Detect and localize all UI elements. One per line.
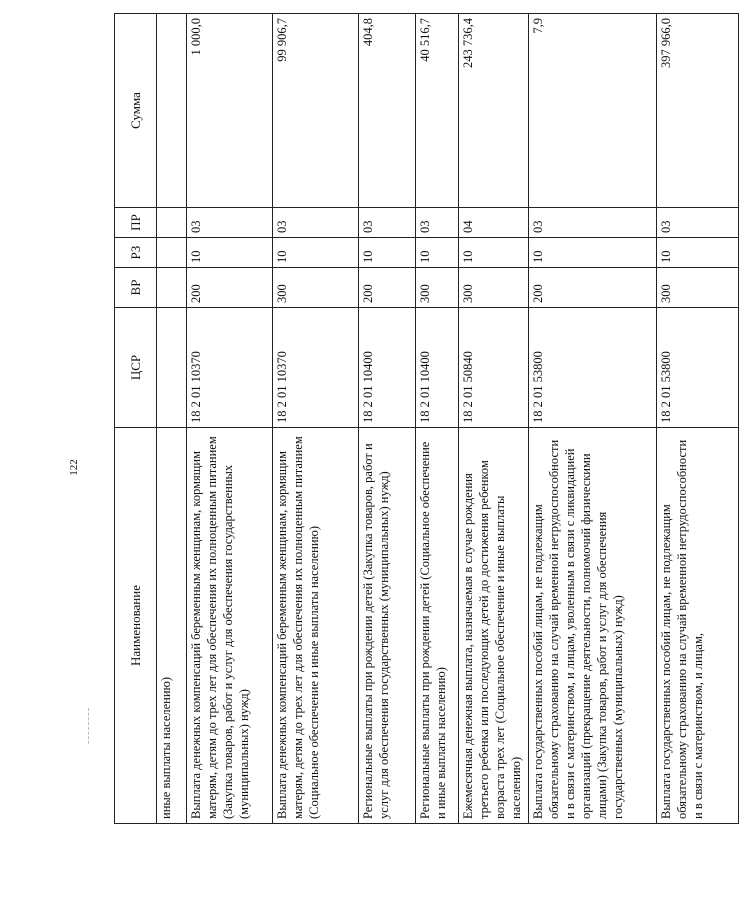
cell-name: Выплата государственных пособий лицам, не подлежащим обязательному страхованию на случай временной нетрудоспособности и в связи с материнством, и лицам, bbox=[657, 428, 739, 824]
cell-vr: 300 bbox=[273, 268, 359, 308]
cell-sum: 397 966,0 bbox=[657, 14, 739, 208]
cell-vr: 300 bbox=[657, 268, 739, 308]
table-row bbox=[459, 14, 529, 824]
cell-pr: 03 bbox=[416, 208, 459, 238]
cell-sum: 40 516,7 bbox=[416, 14, 459, 208]
table-row bbox=[187, 14, 273, 824]
cell-name: Выплата государственных пособий лицам, не подлежащим обязательному страхованию на случай временной нетрудоспособности и в связи с материнством, и лицам, уволенным в связи с ликвидацией организаций (прекращение деятельности, полномочий физическими лицами) (Закупка товаров, работ и услуг для обеспечения государственных (муниципальных) нужд) bbox=[529, 428, 657, 824]
table-row bbox=[273, 14, 359, 824]
cell-vr: 200 bbox=[529, 268, 657, 308]
header-sum: Сумма bbox=[115, 14, 157, 208]
cell-csr: 18 2 01 53800 bbox=[657, 308, 739, 428]
cell-vr: 200 bbox=[359, 268, 416, 308]
table-row bbox=[359, 14, 416, 824]
cell-rz: 10 bbox=[529, 238, 657, 268]
cell-sum: 99 906,7 bbox=[273, 14, 359, 208]
cell-name: Региональные выплаты при рождении детей (Социальное обеспечение и иные выплаты населению) bbox=[416, 428, 459, 824]
cell-sum bbox=[157, 14, 187, 208]
cell-sum: 1 000,0 bbox=[187, 14, 273, 208]
table-row bbox=[529, 14, 657, 824]
cell-rz: 10 bbox=[273, 238, 359, 268]
cell-name: иные выплаты населению) bbox=[157, 428, 187, 824]
cell-vr bbox=[157, 268, 187, 308]
table-row bbox=[416, 14, 459, 824]
cell-pr: 03 bbox=[273, 208, 359, 238]
cell-pr: 03 bbox=[657, 208, 739, 238]
cell-vr: 300 bbox=[459, 268, 529, 308]
table-row bbox=[157, 14, 187, 824]
header-name: Наименование bbox=[115, 428, 157, 824]
cell-pr: 03 bbox=[187, 208, 273, 238]
cell-csr: 18 2 01 10400 bbox=[416, 308, 459, 428]
budget-table-rotated bbox=[114, 14, 705, 824]
cell-vr: 300 bbox=[416, 268, 459, 308]
cell-csr: 18 2 01 10370 bbox=[187, 308, 273, 428]
cell-rz: 10 bbox=[187, 238, 273, 268]
header-csr: ЦСР bbox=[115, 308, 157, 428]
cell-rz bbox=[157, 238, 187, 268]
cell-csr: 18 2 01 10400 bbox=[359, 308, 416, 428]
cell-sum: 243 736,4 bbox=[459, 14, 529, 208]
cell-sum: 404,8 bbox=[359, 14, 416, 208]
header-pr: ПР bbox=[115, 208, 157, 238]
cell-rz: 10 bbox=[416, 238, 459, 268]
cell-csr: 18 2 01 53800 bbox=[529, 308, 657, 428]
cell-name: Ежемесячная денежная выплата, назначаемая в случае рождения третьего ребенка или последующих детей до достижения ребенком возраста трех лет (Социальное обеспечение и иные выплаты населению) bbox=[459, 428, 529, 824]
cell-sum: 7,9 bbox=[529, 14, 657, 208]
cell-name: Выплата денежных компенсаций беременным женщинам, кормящим матерям, детям до трех лет для обеспечения их полноценным питанием (Социальное обеспечение и иные выплаты населению) bbox=[273, 428, 359, 824]
cell-rz: 10 bbox=[657, 238, 739, 268]
cell-pr: 03 bbox=[529, 208, 657, 238]
table-row bbox=[657, 14, 739, 824]
cell-name: Выплата денежных компенсаций беременным женщинам, кормящим матерям, детям до трех лет для обеспечения их полноценным питанием (Закупка товаров, работ и услуг для обеспечения государственных (муниципальных) нужд) bbox=[187, 428, 273, 824]
cell-rz: 10 bbox=[359, 238, 416, 268]
cell-pr bbox=[157, 208, 187, 238]
budget-table bbox=[114, 13, 739, 824]
cell-vr: 200 bbox=[187, 268, 273, 308]
cell-csr bbox=[157, 308, 187, 428]
cell-rz: 10 bbox=[459, 238, 529, 268]
header-rz: РЗ bbox=[115, 238, 157, 268]
cell-csr: 18 2 01 50840 bbox=[459, 308, 529, 428]
header-vr: ВР bbox=[115, 268, 157, 308]
cell-pr: 04 bbox=[459, 208, 529, 238]
cell-pr: 03 bbox=[359, 208, 416, 238]
page-number: 122 bbox=[67, 459, 80, 476]
cell-name: Региональные выплаты при рождении детей (Закупка товаров, работ и услуг для обеспечения государственных (муниципальных) нужд) bbox=[359, 428, 416, 824]
scan-artifact-line bbox=[88, 708, 90, 744]
cell-csr: 18 2 01 10370 bbox=[273, 308, 359, 428]
table-header-row bbox=[115, 14, 157, 824]
